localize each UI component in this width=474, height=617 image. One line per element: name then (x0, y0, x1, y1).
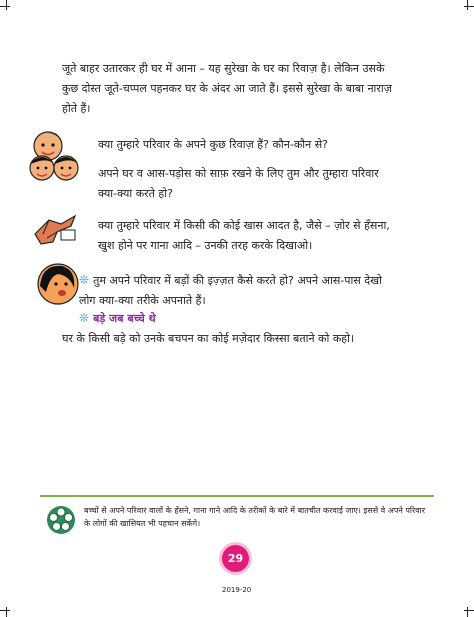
question-story: घर के किसी बड़े को उनके बचपन का कोई मज़ेदार किस्सा बताने को कहो। (62, 332, 355, 345)
sub-heading (79, 311, 156, 326)
sub-heading-text: बड़े जब बच्चे थे (93, 312, 156, 325)
question-customs: क्या तुम्हारे परिवार के अपने कुछ रिवाज़ हैं? कौन-कौन से? (98, 138, 328, 151)
crop-mark (0, 6, 10, 7)
children-faces-icon (28, 128, 80, 183)
girl-speaking-icon (36, 262, 80, 306)
crop-mark (467, 0, 468, 10)
crop-mark (6, 0, 7, 10)
crop-mark (0, 610, 10, 611)
question-habits: क्या तुम्हारे परिवार में किसी की कोई खास आदत है, जैसे – ज़ोर से हँसना, खुश होने पर गाना आदि – उनकी तरह करके दिखाओ। (98, 219, 390, 252)
edition-year: 2019-20 (222, 586, 252, 594)
question-respect (79, 270, 394, 311)
question-cleanliness: अपने घर व आस-पड़ोस को साफ़ रखने के लिए तुम और तुम्हारा परिवार क्या-क्या करते हो? (98, 167, 379, 200)
intro-paragraph: जूते बाहर उतारकर ही घर में आना – यह सुरेखा के घर का रिवाज़ है। लेकिन उसके कुछ दोस्त जूते-चप्पल पहनकर घर के अंदर आ जाते हैं। इससे सुरेखा के बाबा नाराज़ होते हैं। (62, 62, 392, 115)
page-number: 29 (222, 545, 249, 572)
crop-mark (6, 607, 7, 617)
star-bullet-icon: ❊ (79, 273, 90, 287)
footer-divider (40, 495, 434, 497)
teacher-note: बच्चों से अपने परिवार वालों के हँसने, गाना गाने आदि के तरीकों के बारे में बातचीत करवाई जाए। इससे वे अपने परिवार के लोगों की खासियत भी पहचान सकेंगे। (84, 506, 426, 528)
star-bullet-icon: ❊ (79, 311, 90, 325)
question-respect-text: तुम अपने परिवार में बड़ों की इज़्ज़त कैसे करते हो? अपने आस-पास देखो लोग क्या-क्या तरीके अपनाते हैं। (79, 274, 382, 307)
crop-mark (464, 6, 474, 7)
crop-mark (467, 607, 468, 617)
writing-hand-icon (31, 212, 79, 248)
flower-note-icon (46, 505, 76, 535)
crop-mark (464, 610, 474, 611)
